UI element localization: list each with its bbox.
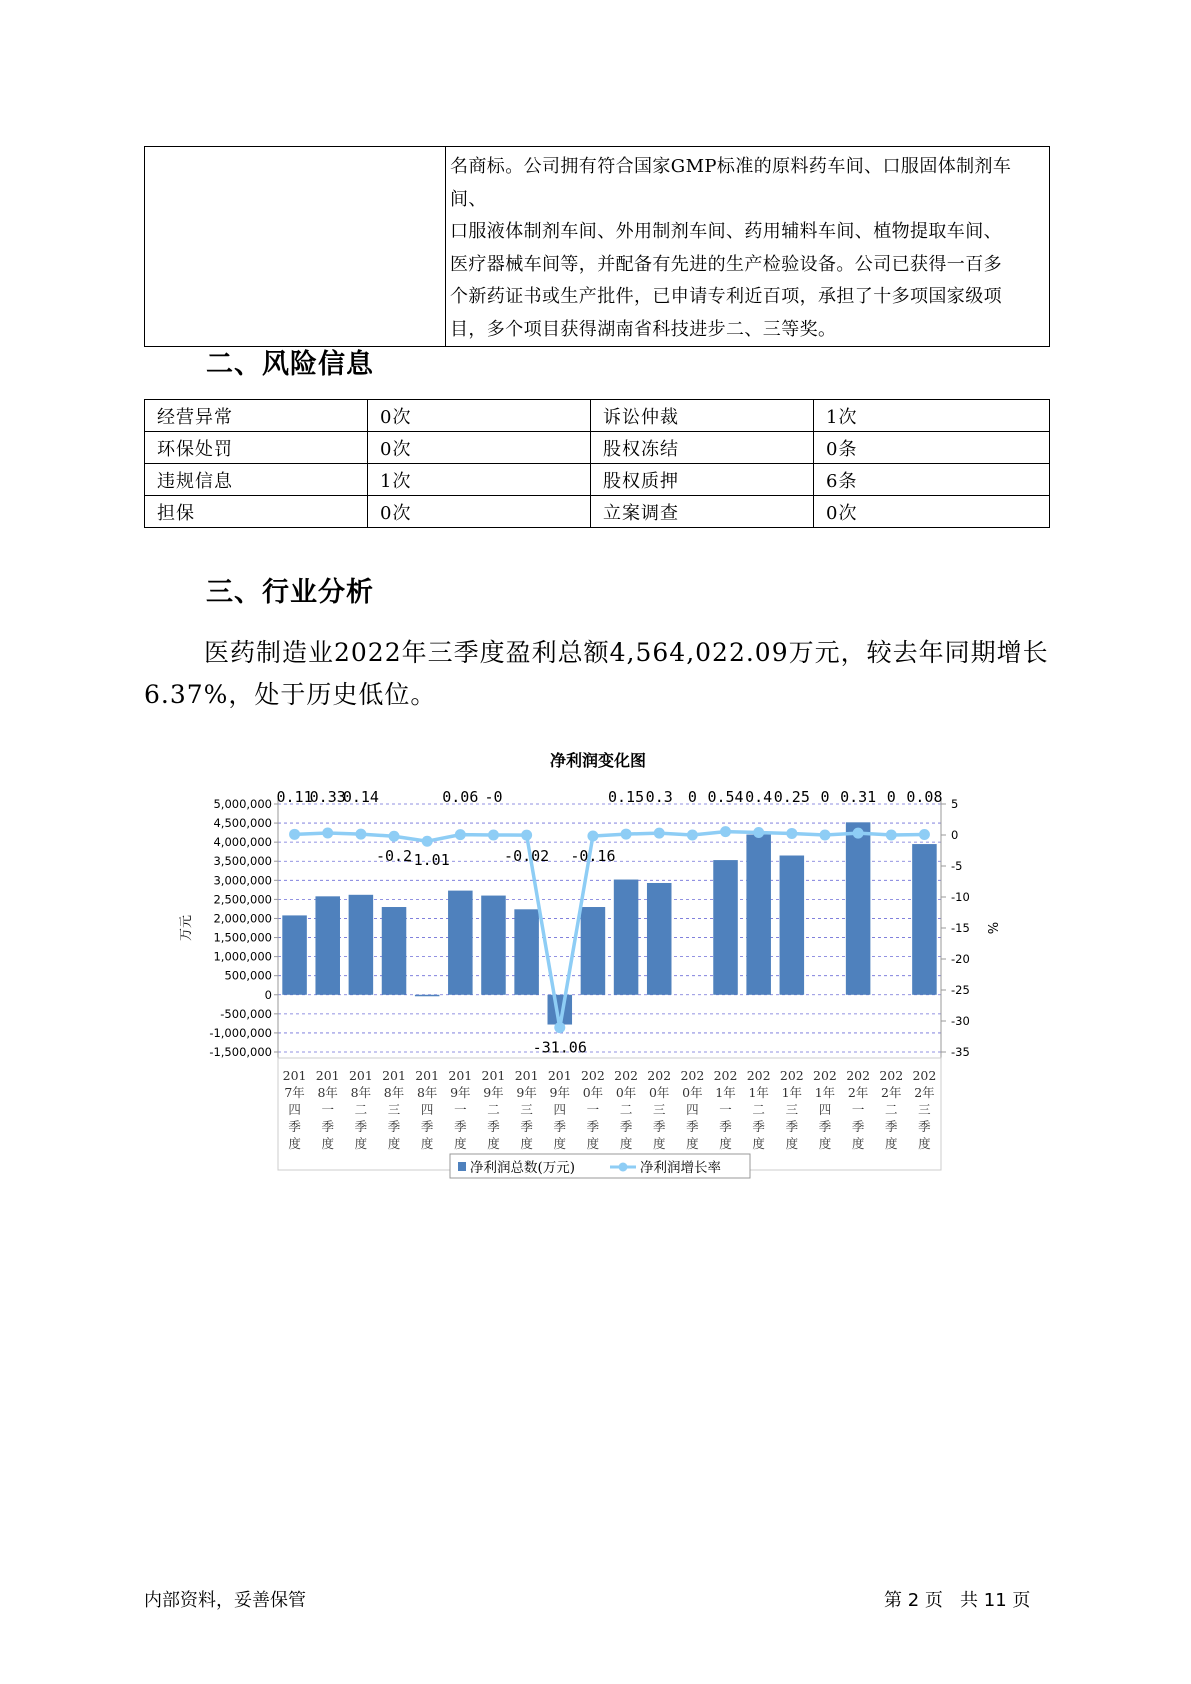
x-tick-label-line: 季 (520, 1119, 533, 1134)
x-tick-label-line: 9年 (516, 1085, 537, 1100)
y-axis-title: 万元 (179, 914, 194, 942)
x-tick-label (780, 1068, 804, 1151)
line-point (853, 828, 864, 839)
chart-svg (179, 740, 999, 1200)
x-tick-label-line: 度 (918, 1136, 931, 1151)
data-label: 0.25 (773, 788, 810, 806)
intro-text (446, 147, 1049, 346)
x-tick-label (548, 1068, 572, 1151)
x-tick-label-line: 2年 (881, 1085, 902, 1100)
risk-value: 0次 (368, 496, 591, 528)
risk-label: 经营异常 (145, 400, 368, 432)
y-tick-label: 500,000 (224, 968, 272, 983)
data-label: -0.02 (504, 847, 550, 865)
data-label: 0.33 (309, 788, 346, 806)
x-tick-label-line: 1年 (748, 1085, 769, 1100)
y2-tick-label: -20 (951, 952, 970, 966)
x-tick-label-line: 季 (321, 1119, 334, 1134)
section-title-risk: 二、风险信息 (206, 349, 374, 380)
x-tick-label-line: 0年 (615, 1085, 637, 1100)
x-tick-label-line: 季 (752, 1119, 765, 1134)
table-row (145, 400, 1050, 432)
data-label: -0.2 (375, 847, 413, 865)
x-tick-label-line: 7年 (284, 1085, 305, 1100)
line-point (720, 826, 731, 837)
risk-info-table (144, 399, 1050, 528)
y-tick-label: 1,000,000 (213, 949, 272, 964)
x-tick-label-line: 2年 (847, 1085, 869, 1100)
line-point (621, 829, 632, 840)
chart-title: 净利润变化图 (549, 751, 647, 770)
industry-analysis-text: 医药制造业2022年三季度盈利总额4,564,022.09万元，较去年同期增长6.37%，处于历史低位。 (144, 638, 1049, 709)
x-tick-label-line: 1年 (781, 1085, 803, 1100)
x-tick-label (581, 1068, 605, 1151)
x-tick-label-line: 202 (614, 1068, 639, 1083)
line-point (786, 828, 797, 839)
x-tick-label-line: 季 (818, 1119, 832, 1134)
bar (282, 915, 307, 994)
data-label: 0.15 (608, 788, 645, 806)
intro-line: 目，多个项目获得湖南省科技进步二、三等奖。 (450, 318, 837, 340)
line-point (654, 828, 665, 839)
data-label: 0 (687, 788, 697, 806)
y2-tick-label: -15 (951, 921, 970, 935)
x-tick-label-line: 201 (481, 1068, 506, 1083)
y-tick-label: 0 (264, 987, 272, 1002)
x-tick-label-line: 202 (912, 1068, 937, 1083)
risk-label: 股权质押 (591, 464, 814, 496)
x-tick-label-line: 二 (487, 1102, 500, 1117)
chart-grid (278, 804, 941, 1052)
data-label: 0.14 (342, 788, 379, 806)
y2-tick-label: -30 (951, 1014, 970, 1028)
x-tick-label-line: 三 (785, 1102, 799, 1117)
x-tick-label-line: 一 (454, 1102, 467, 1117)
intro-line: 口服液体制剂车间、外用制剂车间、药用辅料车间、植物提取车间、 (450, 221, 1002, 242)
x-tick-label (448, 1068, 472, 1151)
risk-value: 0条 (814, 432, 1050, 464)
risk-value: 0次 (368, 432, 591, 464)
x-tick-label-line: 202 (879, 1068, 904, 1083)
y2-tick-label: 0 (951, 828, 959, 842)
x-tick-label (283, 1068, 307, 1151)
x-tick-label-line: 201 (282, 1068, 307, 1083)
x-tick-label-line: 201 (448, 1068, 473, 1083)
x-tick-label-line: 201 (514, 1068, 539, 1083)
x-tick-label-line: 201 (415, 1068, 440, 1083)
intro-line: 医疗器械车间等，并配备有先进的生产检验设备。公司已获得一百多 (450, 253, 1002, 275)
y-tick-label: 4,500,000 (213, 816, 272, 831)
x-tick-label-line: 季 (487, 1119, 500, 1134)
x-tick-label-line: 一 (851, 1102, 865, 1117)
y2-tick-label: 5 (951, 797, 959, 811)
net-profit-chart (179, 740, 999, 1200)
x-tick-label-line: 201 (547, 1068, 572, 1083)
data-label: 0.11 (276, 788, 313, 806)
intro-line: 名商标。公司拥有符合国家GMP标准的原料药车间、口服固体制剂车间、 (450, 156, 1012, 210)
x-tick-label-line: 8年 (416, 1085, 438, 1100)
x-tick-label (349, 1068, 373, 1151)
bar (349, 895, 374, 995)
y-tick-label: 3,000,000 (213, 873, 272, 888)
x-tick-label-line: 四 (686, 1102, 699, 1117)
x-tick-label-line: 三 (652, 1102, 666, 1117)
bar (481, 896, 506, 995)
x-tick-label-line: 度 (619, 1136, 633, 1151)
x-tick-label-line: 季 (785, 1119, 799, 1134)
x-tick-label-line: 度 (321, 1136, 334, 1151)
risk-label: 环保处罚 (145, 432, 368, 464)
x-tick-label-line: 度 (553, 1136, 567, 1151)
x-tick-label (912, 1068, 936, 1151)
x-tick-label-line: 8年 (383, 1085, 405, 1100)
x-tick-label-line: 二 (619, 1102, 633, 1117)
x-tick-label (813, 1068, 837, 1151)
x-tick-label-line: 度 (719, 1136, 732, 1151)
x-tick-label-line: 四 (553, 1102, 567, 1117)
x-tick-label-line: 201 (315, 1068, 340, 1083)
table-row (145, 432, 1050, 464)
line-point (521, 830, 532, 841)
x-tick-label-line: 三 (918, 1102, 931, 1117)
x-tick-label-line: 度 (354, 1136, 368, 1151)
x-tick-label (747, 1068, 771, 1151)
y-tick-label: -500,000 (220, 1006, 272, 1021)
x-tick-label-line: 2年 (914, 1085, 935, 1100)
line-point (819, 830, 830, 841)
x-tick-label-line: 度 (652, 1136, 666, 1151)
x-tick-label-line: 四 (818, 1102, 832, 1117)
x-tick-label-line: 0年 (648, 1085, 670, 1100)
bar (315, 896, 340, 994)
x-tick-label (647, 1068, 671, 1151)
data-label: -0 (484, 788, 503, 806)
section-title-industry: 三、行业分析 (206, 577, 374, 608)
x-tick-label-line: 季 (454, 1119, 467, 1134)
x-tick-label-line: 季 (553, 1119, 567, 1134)
x-tick-label-line: 度 (752, 1136, 765, 1151)
x-tick-label-line: 度 (818, 1136, 832, 1151)
data-labels (277, 788, 943, 1057)
x-tick-label (846, 1068, 870, 1151)
x-tick-label-line: 201 (348, 1068, 373, 1083)
line-point (687, 830, 698, 841)
y-tick-label: -1,000,000 (209, 1025, 272, 1040)
intro-text-cell (446, 147, 1050, 347)
y-tick-label: 2,000,000 (213, 911, 272, 926)
bar (415, 995, 440, 997)
x-tick-label-line: 度 (487, 1136, 500, 1151)
x-tick-label-line: 1年 (715, 1085, 736, 1100)
y2-axis-title: % (984, 921, 999, 935)
table-row (145, 496, 1050, 528)
x-tick-label-line: 202 (779, 1068, 804, 1083)
line-point (587, 830, 598, 841)
x-tick-label-line: 一 (586, 1102, 600, 1117)
y2-tick-label: -5 (951, 859, 963, 873)
x-tick-label-line: 二 (752, 1102, 765, 1117)
y-tick-label: 1,500,000 (213, 930, 272, 945)
x-tick-label-line: 度 (454, 1136, 467, 1151)
legend-bar-swatch (458, 1162, 466, 1171)
risk-label: 股权冻结 (591, 432, 814, 464)
y-tick-label: 3,500,000 (213, 854, 272, 869)
risk-label: 诉讼仲裁 (591, 400, 814, 432)
x-tick-label (415, 1068, 439, 1151)
x-tick-label (714, 1068, 738, 1151)
line-point (886, 830, 897, 841)
line-point (422, 836, 433, 847)
data-label: 0.08 (906, 788, 943, 806)
x-tick-label-line: 一 (719, 1102, 732, 1117)
x-tick-label-line: 202 (580, 1068, 605, 1083)
x-label-frame (278, 1058, 941, 1170)
risk-label: 担保 (145, 496, 368, 528)
line-point (488, 830, 499, 841)
x-tick-label (879, 1068, 903, 1151)
y-tick-label: -1,500,000 (209, 1045, 272, 1059)
x-tick-label-line: 202 (647, 1068, 672, 1083)
line-point (389, 831, 400, 842)
x-tick-label-line: 0年 (582, 1085, 604, 1100)
intro-label-cell (145, 147, 446, 347)
table-row (145, 464, 1050, 496)
bar (780, 856, 805, 995)
bar (846, 822, 871, 994)
x-tick-label-line: 季 (288, 1119, 301, 1134)
x-tick-label-line: 度 (785, 1136, 799, 1151)
x-axis-labels (278, 1058, 941, 1170)
x-tick-label-line: 度 (586, 1136, 600, 1151)
x-tick-label-line: 202 (746, 1068, 771, 1083)
x-tick-label-line: 季 (387, 1119, 401, 1134)
x-tick-label-line: 1年 (814, 1085, 836, 1100)
x-tick-label-line: 季 (918, 1119, 931, 1134)
x-tick-label-line: 0年 (682, 1085, 703, 1100)
x-tick-label-line: 9年 (450, 1085, 471, 1100)
page-number: 第 2 页 共 11 页 (884, 1590, 1031, 1611)
bar (912, 844, 937, 995)
data-label: -31.06 (532, 1038, 587, 1057)
legend-line-label: 净利润增长率 (640, 1160, 721, 1176)
x-tick-label-line: 202 (713, 1068, 738, 1083)
data-label: 0 (886, 788, 896, 806)
risk-value: 1次 (814, 400, 1050, 432)
x-tick-label (515, 1068, 539, 1151)
data-label: 0.3 (645, 788, 673, 806)
x-tick-label (382, 1068, 406, 1151)
risk-value: 6条 (814, 464, 1050, 496)
data-label: 0.06 (442, 788, 479, 806)
x-tick-label-line: 202 (846, 1068, 871, 1083)
x-tick-label-line: 度 (686, 1136, 699, 1151)
x-tick-label-line: 度 (520, 1136, 533, 1151)
x-tick-label (680, 1068, 704, 1151)
x-tick-label-line: 9年 (483, 1085, 504, 1100)
risk-value: 0次 (814, 496, 1050, 528)
x-tick-label-line: 季 (885, 1119, 898, 1134)
legend-bar-label: 净利润总数(万元) (470, 1160, 576, 1176)
bar (448, 891, 473, 995)
y-tick-label: 5,000,000 (213, 797, 272, 811)
line-point (554, 1022, 565, 1033)
y2-tick-label: -25 (951, 983, 970, 997)
line-point (455, 829, 466, 840)
footer-note: 内部资料，妥善保管 (144, 1590, 306, 1611)
x-tick-label-line: 季 (652, 1119, 666, 1134)
y-tick-label: 2,500,000 (213, 892, 272, 907)
risk-value: 0次 (368, 400, 591, 432)
x-tick-label-line: 9年 (549, 1085, 571, 1100)
bar (614, 880, 639, 995)
x-tick-label-line: 201 (382, 1068, 406, 1083)
y-tick-label: 4,000,000 (213, 835, 272, 850)
x-tick-label (316, 1068, 340, 1151)
bar (382, 907, 407, 995)
line-point (289, 829, 300, 840)
line-point (322, 827, 333, 838)
y2-tick-label: -10 (951, 890, 970, 904)
x-tick-label (482, 1068, 506, 1151)
x-tick-label-line: 8年 (350, 1085, 372, 1100)
line-point (753, 827, 764, 838)
x-tick-label-line: 四 (420, 1102, 434, 1117)
intro-line: 个新药证书或生产批件，已申请专利近百项，承担了十多项国家级项 (450, 286, 1002, 307)
x-tick-label-line: 202 (680, 1068, 705, 1083)
x-tick-label-line: 季 (619, 1119, 633, 1134)
x-tick-label-line: 季 (586, 1119, 600, 1134)
bar (647, 883, 672, 995)
x-tick-label-line: 二 (354, 1102, 368, 1117)
x-tick-label-line: 度 (420, 1136, 434, 1151)
x-tick-label-line: 季 (851, 1119, 865, 1134)
bar (746, 835, 771, 995)
x-tick-label-line: 度 (885, 1136, 898, 1151)
x-tick-label-line: 一 (321, 1102, 334, 1117)
risk-label: 违规信息 (145, 464, 368, 496)
company-intro-table (144, 146, 1050, 347)
data-label: 0 (820, 788, 830, 806)
x-tick-label-line: 三 (387, 1102, 401, 1117)
x-tick-label-line: 度 (288, 1136, 301, 1151)
legend-line-marker (619, 1163, 628, 1172)
bar (514, 909, 539, 994)
data-label: -0.16 (570, 847, 616, 865)
line-point (355, 829, 366, 840)
chart-legend (450, 1154, 750, 1178)
x-tick-label-line: 季 (354, 1119, 368, 1134)
x-tick-label-line: 三 (520, 1102, 533, 1117)
x-tick-label-line: 度 (387, 1136, 401, 1151)
x-tick-label-line: 8年 (317, 1085, 338, 1100)
risk-label: 立案调查 (591, 496, 814, 528)
x-tick-label-line: 四 (288, 1102, 301, 1117)
bar (581, 907, 606, 995)
y2-tick-label: -35 (951, 1045, 970, 1059)
x-tick-label-line: 季 (686, 1119, 699, 1134)
bar (713, 860, 738, 995)
x-tick-label-line: 二 (885, 1102, 898, 1117)
line-point (919, 829, 930, 840)
data-label: 0.31 (840, 788, 877, 806)
x-tick-label-line: 季 (420, 1119, 434, 1134)
data-label: 0.4 (745, 788, 773, 806)
x-tick-label-line: 季 (719, 1119, 732, 1134)
risk-value: 1次 (368, 464, 591, 496)
x-tick-label (614, 1068, 638, 1151)
x-tick-label-line: 202 (813, 1068, 837, 1083)
x-tick-label-line: 度 (851, 1136, 865, 1151)
data-label: -1.01 (404, 851, 450, 869)
data-label: 0.54 (707, 788, 744, 806)
